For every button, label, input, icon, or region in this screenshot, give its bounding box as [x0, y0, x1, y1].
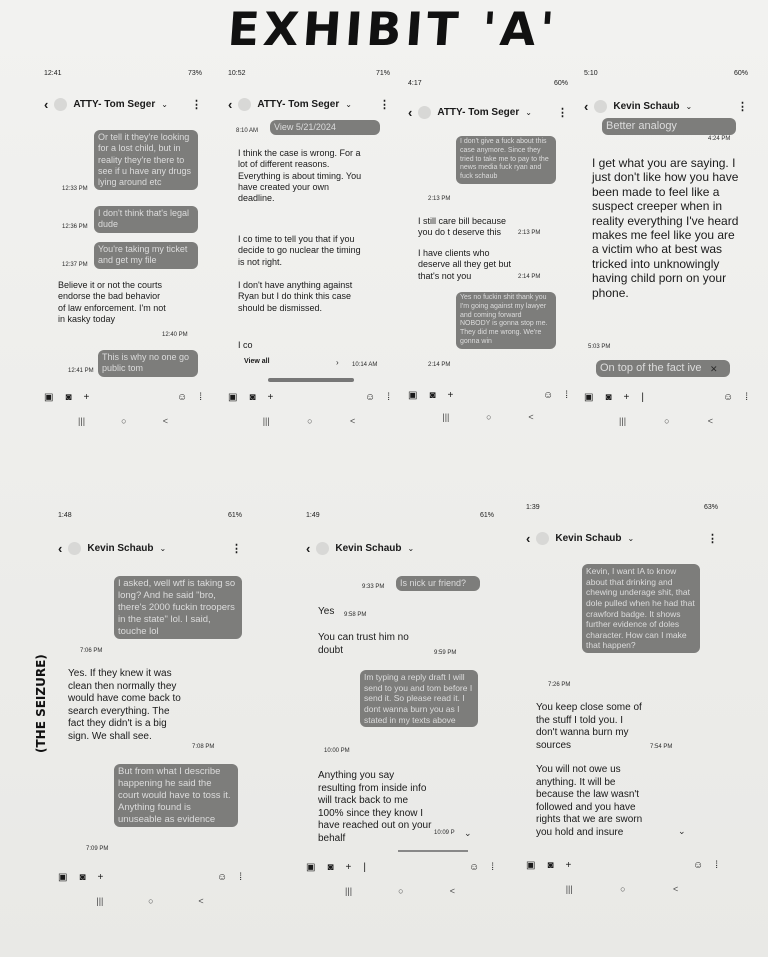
- message-bubble-sent[interactable]: Is nick ur friend?: [396, 576, 480, 591]
- message-bubble-sent[interactable]: View 5/21/2024: [270, 120, 380, 135]
- back-arrow-icon[interactable]: ‹: [408, 104, 413, 120]
- back-arrow-icon[interactable]: ‹: [526, 530, 531, 546]
- message-text-received[interactable]: Believe it or not the courts endorse the bad behavior of law enforcement. I'm not in kasky today: [58, 280, 166, 324]
- voice-icon[interactable]: ⁞: [239, 871, 242, 883]
- back-icon[interactable]: <: [198, 896, 204, 906]
- voice-icon[interactable]: ⁞: [745, 391, 748, 403]
- chevron-down-icon[interactable]: ⌄: [678, 826, 686, 836]
- message-timestamp: 12:36 PM: [62, 224, 88, 230]
- message-text-received[interactable]: You keep close some of the stuff I told you. I don't wanna burn my sources: [536, 702, 642, 751]
- back-arrow-icon[interactable]: ‹: [228, 96, 233, 112]
- gallery-icon[interactable]: ▣: [306, 861, 316, 873]
- message-timestamp: 2:13 PM: [518, 230, 541, 236]
- home-icon[interactable]: ○: [664, 416, 670, 426]
- plus-icon[interactable]: +: [267, 391, 274, 403]
- message-timestamp: 2:14 PM: [428, 362, 451, 368]
- back-arrow-icon[interactable]: ‹: [306, 540, 311, 556]
- home-icon[interactable]: ○: [148, 896, 154, 906]
- message-timestamp: 12:41 PM: [68, 368, 94, 374]
- plus-icon[interactable]: +: [345, 861, 352, 873]
- conversation-header: [306, 538, 494, 558]
- recents-icon[interactable]: |||: [96, 896, 104, 906]
- status-bar: [306, 512, 494, 524]
- system-nav-bar: [600, 416, 732, 428]
- status-time: 5:10: [584, 70, 598, 77]
- contact-name[interactable]: ATTY- Tom Seger: [73, 98, 156, 110]
- contact-name[interactable]: Kevin Schaub: [335, 542, 402, 554]
- screenshot-4: [580, 66, 752, 438]
- back-icon[interactable]: <: [449, 886, 455, 896]
- battery-level: 71%: [375, 70, 390, 77]
- chevron-down-icon[interactable]: ⌄: [407, 543, 415, 553]
- home-icon[interactable]: ○: [121, 416, 127, 426]
- chevron-down-icon[interactable]: ⌄: [161, 99, 168, 109]
- chevron-down-icon[interactable]: ⌄: [464, 828, 472, 838]
- compose-toolbar: [584, 390, 748, 404]
- avatar[interactable]: [316, 542, 329, 555]
- exhibit-title: EXHIBIT 'A': [226, 2, 560, 56]
- message-bubble-sent[interactable]: Or tell it they're looking for a lost child, but in reality they're there to see if u have any drugs lying around etc: [94, 130, 198, 190]
- emoji-icon[interactable]: ☺: [177, 391, 188, 403]
- message-bubble-sent[interactable]: I asked, well wtf is taking so long? And he said "bro, there's 2000 fuckin troopers in the state" lol. I said, touche lol: [114, 576, 242, 639]
- emoji-icon[interactable]: ☺: [543, 389, 554, 401]
- status-bar: [228, 70, 390, 82]
- message-text-received[interactable]: I have clients who deserve all they get but that's not you: [418, 248, 512, 281]
- message-timestamp: 2:14 PM: [518, 274, 541, 280]
- battery-level: 73%: [187, 70, 202, 77]
- message-text-received[interactable]: Anything you say resulting from inside info will track back to me 100% since they know I have reached out on your behalf: [318, 770, 432, 844]
- chevron-down-icon[interactable]: ⌄: [345, 99, 352, 109]
- back-arrow-icon[interactable]: ‹: [44, 96, 49, 112]
- plus-icon[interactable]: +: [83, 391, 90, 403]
- conversation-header: [228, 94, 390, 114]
- camera-icon[interactable]: ◙: [429, 389, 436, 401]
- voice-icon[interactable]: ⁞: [565, 389, 568, 401]
- camera-icon[interactable]: ◙: [79, 871, 86, 883]
- status-bar: [58, 512, 242, 524]
- screenshot-5: [54, 508, 246, 914]
- message-timestamp: 12:33 PM: [62, 186, 88, 192]
- battery-level: 61%: [479, 512, 494, 519]
- more-options-icon[interactable]: ⋮: [707, 532, 718, 545]
- message-text-received[interactable]: You will not owe us anything. It will be because the law wasn't followed and you have rights that we are sworn you hold and insure: [536, 764, 643, 838]
- more-options-icon[interactable]: ⋮: [231, 542, 242, 555]
- message-bubble-sent[interactable]: On top of the fact ive: [596, 360, 730, 377]
- conversation-header: [58, 538, 242, 558]
- scroll-indicator[interactable]: [398, 850, 468, 852]
- message-timestamp: 12:40 PM: [162, 332, 188, 338]
- back-icon[interactable]: <: [528, 412, 534, 422]
- emoji-icon[interactable]: ☺: [217, 871, 228, 883]
- back-icon[interactable]: <: [350, 416, 356, 426]
- message-bubble-sent[interactable]: Kevin, I want IA to know about that drinking and chewing underage shit, that dole pulled when he had that crawford badge. It shows further evidence of doles character. How can I make that happen?: [582, 564, 700, 653]
- camera-icon[interactable]: ◙: [249, 391, 256, 403]
- battery-level: 61%: [227, 512, 242, 519]
- message-text-received[interactable]: I get what you are saying. I just don't like how you have been made to feel like a suspect creeper when in reality everything I've heard makes me feel like you are a victim who at best was tricked into unknowingly having child porn on your phone.: [592, 156, 739, 300]
- battery-level: 63%: [703, 504, 718, 511]
- camera-icon[interactable]: ◙: [327, 861, 334, 873]
- message-text-received[interactable]: I co: [238, 340, 253, 350]
- system-nav-bar: [322, 886, 478, 898]
- message-timestamp: 2:13 PM: [428, 196, 451, 202]
- home-icon[interactable]: ○: [307, 416, 313, 426]
- message-bubble-sent[interactable]: You're taking my ticket and get my file: [94, 242, 198, 269]
- compose-toolbar: [306, 860, 494, 874]
- message-text-received[interactable]: I don't have anything against Ryan but I do think this case should be dismissed.: [238, 280, 353, 313]
- system-nav-bar: [74, 896, 226, 908]
- message-timestamp: 9:33 PM: [362, 584, 385, 590]
- system-nav-bar: [542, 884, 702, 896]
- message-text-received[interactable]: I co time to tell you that if you decide to go nuclear the timing is not right.: [238, 234, 361, 267]
- message-timestamp: 7:09 PM: [86, 846, 109, 852]
- back-icon[interactable]: <: [673, 884, 679, 894]
- status-bar: [526, 504, 718, 516]
- contact-name[interactable]: Kevin Schaub: [87, 542, 154, 554]
- voice-icon[interactable]: ⁞: [491, 861, 494, 873]
- gallery-icon[interactable]: ▣: [584, 391, 594, 403]
- status-time: 1:49: [306, 512, 320, 519]
- system-nav-bar: [424, 412, 552, 424]
- gallery-icon[interactable]: ▣: [228, 391, 238, 403]
- camera-icon[interactable]: ◙: [547, 859, 554, 871]
- conversation-header: [526, 528, 718, 548]
- message-bubble-sent[interactable]: This is why no one go public tom: [98, 350, 198, 377]
- message-text-received[interactable]: Yes: [318, 606, 335, 617]
- message-text-received[interactable]: I think the case is wrong. For a lot of different reasons. Everything is about timing. You have created your own deadline.: [238, 148, 362, 203]
- system-nav-bar: [244, 416, 374, 428]
- recents-icon[interactable]: |||: [78, 416, 86, 426]
- screenshot-7: [522, 500, 722, 908]
- screenshot-1: [40, 66, 206, 438]
- status-bar: [408, 80, 568, 92]
- close-icon[interactable]: ✕: [710, 364, 718, 374]
- conversation-header: [44, 94, 202, 114]
- conversation-header: [408, 102, 568, 122]
- home-icon[interactable]: ○: [620, 884, 626, 894]
- status-time: 4:17: [408, 80, 422, 87]
- message-text-received[interactable]: Yes. If they knew it was clean then normally they would have come back to search everything. The fact they didn't is a big sign. We shall see.: [68, 668, 181, 742]
- contact-name[interactable]: ATTY- Tom Seger: [437, 106, 520, 118]
- status-time: 10:52: [228, 70, 246, 77]
- message-bubble-sent[interactable]: Better analogy: [602, 118, 736, 135]
- message-bubble-sent[interactable]: Im typing a reply draft I will send to you and tom before I send it. So please read it. I dont wanna burn you as I stated in my texts above: [360, 670, 478, 727]
- message-timestamp: 9:59 PM: [434, 650, 457, 656]
- text-cursor[interactable]: |: [363, 861, 366, 873]
- emoji-icon[interactable]: ☺: [693, 859, 704, 871]
- message-timestamp: 5:03 PM: [588, 344, 611, 350]
- contact-name[interactable]: ATTY- Tom Seger: [257, 98, 340, 110]
- chevron-down-icon[interactable]: ⌄: [159, 543, 167, 553]
- compose-toolbar: [44, 390, 202, 404]
- voice-icon[interactable]: ⁞: [199, 391, 202, 403]
- message-timestamp: 9:58 PM: [344, 612, 367, 618]
- battery-level: 60%: [553, 80, 568, 87]
- message-timestamp: 10:09 P: [434, 830, 455, 836]
- recents-icon[interactable]: |||: [345, 886, 353, 896]
- battery-level: 60%: [733, 70, 748, 77]
- message-text-received[interactable]: I still care bill because you do t deserve this: [418, 216, 507, 238]
- more-options-icon[interactable]: ⋮: [557, 106, 568, 119]
- message-timestamp: 12:37 PM: [62, 262, 88, 268]
- recents-icon[interactable]: |||: [565, 884, 573, 894]
- emoji-icon[interactable]: ☺: [365, 391, 376, 403]
- compose-toolbar: [408, 388, 568, 402]
- voice-icon[interactable]: ⁞: [387, 391, 390, 403]
- status-time: 1:48: [58, 512, 72, 519]
- avatar[interactable]: [418, 106, 431, 119]
- message-bubble-sent[interactable]: Yes no fuckin shit thank you I'm going against my lawyer and coming forward NOBODY is gonna stop me. They did me wrong. We're gonna win: [456, 292, 556, 349]
- more-options-icon[interactable]: ⋮: [191, 98, 202, 111]
- message-bubble-sent[interactable]: But from what I describe happening he said the court would have to toss it. Anything found is unuseable as evidence: [114, 764, 238, 827]
- message-timestamp: 7:06 PM: [80, 648, 103, 654]
- status-bar: [584, 70, 748, 82]
- recents-icon[interactable]: |||: [262, 416, 270, 426]
- recents-icon[interactable]: |||: [442, 412, 450, 422]
- message-timestamp: 8:10 AM: [236, 128, 259, 134]
- emoji-icon[interactable]: ☺: [723, 391, 734, 403]
- plus-icon[interactable]: +: [565, 859, 572, 871]
- contact-name[interactable]: Kevin Schaub: [555, 532, 622, 544]
- compose-toolbar: [526, 858, 718, 872]
- status-time: 12:41: [44, 70, 62, 77]
- back-arrow-icon[interactable]: ‹: [58, 540, 63, 556]
- avatar[interactable]: [68, 542, 81, 555]
- message-timestamp: 7:26 PM: [548, 682, 571, 688]
- back-icon[interactable]: <: [162, 416, 168, 426]
- message-timestamp: 7:08 PM: [192, 744, 215, 750]
- gallery-icon[interactable]: ▣: [526, 859, 536, 871]
- chevron-down-icon[interactable]: ⌄: [685, 101, 693, 111]
- seizure-note: (THE SEIZURE): [34, 654, 48, 754]
- message-timestamp: 7:54 PM: [650, 744, 673, 750]
- system-nav-bar: [60, 416, 186, 428]
- avatar[interactable]: [238, 98, 251, 111]
- gallery-icon[interactable]: ▣: [44, 391, 54, 403]
- compose-toolbar: [58, 870, 242, 884]
- avatar[interactable]: [536, 532, 549, 545]
- more-options-icon[interactable]: ⋮: [737, 100, 748, 113]
- message-text-received[interactable]: You can trust him no doubt: [318, 632, 409, 656]
- message-bubble-sent[interactable]: I don't think that's legal dude: [94, 206, 198, 233]
- contact-name[interactable]: Kevin Schaub: [613, 100, 680, 112]
- chevron-down-icon[interactable]: ⌄: [627, 533, 635, 543]
- message-timestamp: 10:14 AM: [352, 362, 378, 368]
- camera-icon[interactable]: ◙: [605, 391, 612, 403]
- emoji-icon[interactable]: ☺: [469, 861, 480, 873]
- plus-icon[interactable]: +: [447, 389, 454, 401]
- message-timestamp: 4:24 PM: [708, 136, 731, 142]
- text-cursor[interactable]: |: [641, 391, 644, 403]
- plus-icon[interactable]: +: [97, 871, 104, 883]
- screenshot-3: [404, 76, 572, 438]
- view-all-link[interactable]: View all: [244, 358, 270, 365]
- gallery-icon[interactable]: ▣: [58, 871, 68, 883]
- gallery-icon[interactable]: ▣: [408, 389, 418, 401]
- home-icon[interactable]: ○: [486, 412, 492, 422]
- camera-icon[interactable]: ◙: [65, 391, 72, 403]
- screenshot-2: [224, 66, 394, 438]
- status-bar: [44, 70, 202, 82]
- avatar[interactable]: [54, 98, 67, 111]
- message-bubble-sent[interactable]: I don't give a fuck about this case anymore. Since they tried to take me to pay to the news media fuck ryan and fuck schaub: [456, 136, 556, 184]
- screenshot-6: [302, 508, 498, 908]
- back-icon[interactable]: <: [707, 416, 713, 426]
- scroll-indicator[interactable]: [268, 378, 354, 382]
- back-arrow-icon[interactable]: ‹: [584, 98, 589, 114]
- plus-icon[interactable]: +: [623, 391, 630, 403]
- chevron-down-icon[interactable]: ⌄: [525, 107, 532, 117]
- voice-icon[interactable]: ⁞: [715, 859, 718, 871]
- compose-toolbar: [228, 390, 390, 404]
- message-timestamp: 10:00 PM: [324, 748, 350, 754]
- conversation-header: [584, 96, 748, 116]
- chevron-right-icon[interactable]: ›: [336, 358, 339, 367]
- recents-icon[interactable]: |||: [619, 416, 627, 426]
- home-icon[interactable]: ○: [398, 886, 404, 896]
- status-time: 1:39: [526, 504, 540, 511]
- more-options-icon[interactable]: ⋮: [379, 98, 390, 111]
- avatar[interactable]: [594, 100, 607, 113]
